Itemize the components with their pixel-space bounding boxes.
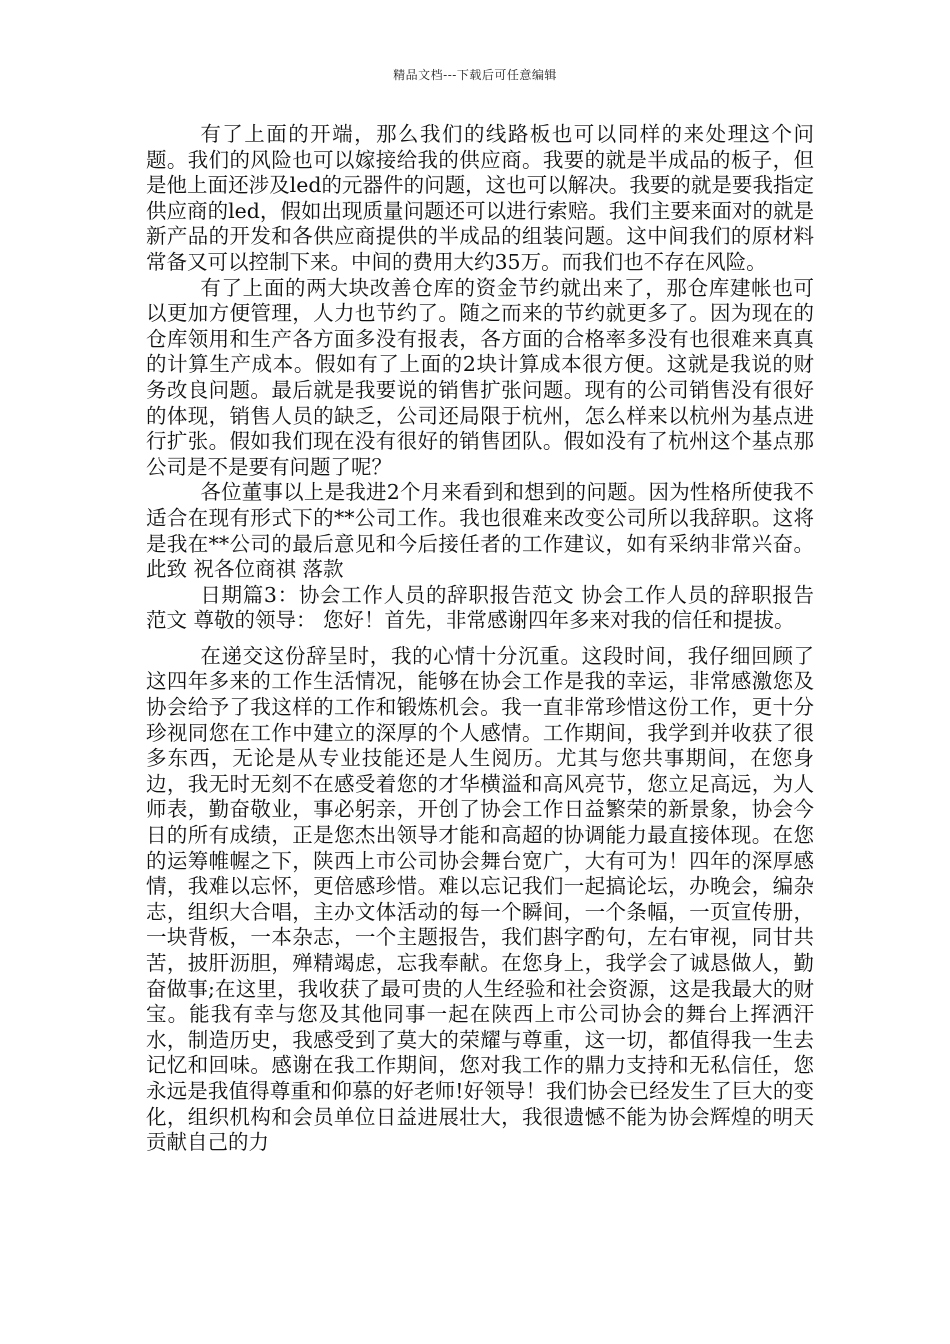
paragraph-resignation-closing: 各位董事以上是我进2个月来看到和想到的问题。因为性格所使我不适合在现有形式下的**公司工作。我也很难来改变公司所以我辞职。这将是我在**公司的最后意见和今后接任者的工作建议，如有采纳非常兴奋。 此致 祝各位商祺 落款: [146, 480, 814, 582]
paragraph-warehouse: 有了上面的两大块改善仓库的资金节约就出来了，那仓库建帐也可以更加方便管理，人力也节约了。随之而来的节约就更多了。因为现在的仓库领用和生产各方面多没有报表，各方面的合格率多没有也很难来真真的计算生产成本。假如有了上面的2块计算成本很方便。这就是我说的财务改良问题。最后就是我要说的销售扩张问题。现有的公司销售没有很好的体现，销售人员的缺乏，公司还局限于杭州，怎么样来以杭州为基点进行扩张。假如我们现在没有很好的销售团队。假如没有了杭州这个基点那公司是不是要有问题了呢？: [146, 275, 814, 479]
paragraph-circuit-board: 有了上面的开端，那么我们的线路板也可以同样的来处理这个问题。我们的风险也可以嫁接给我的供应商。我要的就是半成品的板子，但是他上面还涉及led的元器件的问题，这也可以解决。我要的就是要我指定供应商的led，假如出现质量问题还可以进行索赔。我们主要来面对的就是新产品的开发和各供应商提供的半成品的组装问题。这中间我们的原材料常备又可以控制下来。中间的费用大约35万。而我们也不存在风险。: [146, 122, 814, 274]
paragraph-article-3-heading: 日期篇3：协会工作人员的辞职报告范文 协会工作人员的辞职报告范文 尊敬的领导： 您好！首先，非常感谢四年多来对我的信任和提拔。: [146, 582, 814, 633]
paragraph-resignation-body: 在递交这份辞呈时，我的心情十分沉重。这段时间，我仔细回顾了这四年多来的工作生活情况，能够在协会工作是我的幸运，非常感激您及协会给予了我这样的工作和锻炼机会。我一直非常珍惜这份工作，更十分珍视同您在工作中建立的深厚的个人感情。工作期间，我学到并收获了很多东西，无论是从专业技能还是人生阅历。尤其与您共事期间，在您身边，我无时无刻不在感受着您的才华横溢和高风亮节，您立足高远，为人师表，勤奋敬业，事必躬亲，开创了协会工作日益繁荣的新景象，协会今日的所有成绩，正是您杰出领导才能和高超的协调能力最直接体现。在您的运筹帷幄之下，陕西上市公司协会舞台宽广，大有可为！四年的深厚感情，我难以忘怀，更倍感珍惜。难以忘记我们一起搞论坛，办晚会，编杂志，组织大合唱，主办文体活动的每一个瞬间，一个条幅，一页宣传册，一块背板，一本杂志，一个主题报告，我们斟字酌句，左右审视，同甘共苦，披肝沥胆，殚精竭虑，忘我奉献。在您身上，我学会了诚恳做人，勤奋做事;在这里，我收获了最可贵的人生经验和社会资源，这是我最大的财宝。能我有幸与您及其他同事一起在陕西上市公司协会的舞台上挥洒汗水，制造历史，我感受到了莫大的荣耀与尊重，这一切，都值得我一生去记忆和回味。感谢在我工作期间，您对我工作的鼎力支持和无私信任，您永远是我值得尊重和仰慕的好老师!好领导！我们协会已经发生了巨大的变化，组织机构和会员单位日益进展壮大，我很遗憾不能为协会辉煌的明天贡献自己的力: [146, 643, 814, 1155]
page-header: 精品文档---下载后可任意编辑: [393, 68, 557, 82]
document-body: [146, 122, 814, 1156]
